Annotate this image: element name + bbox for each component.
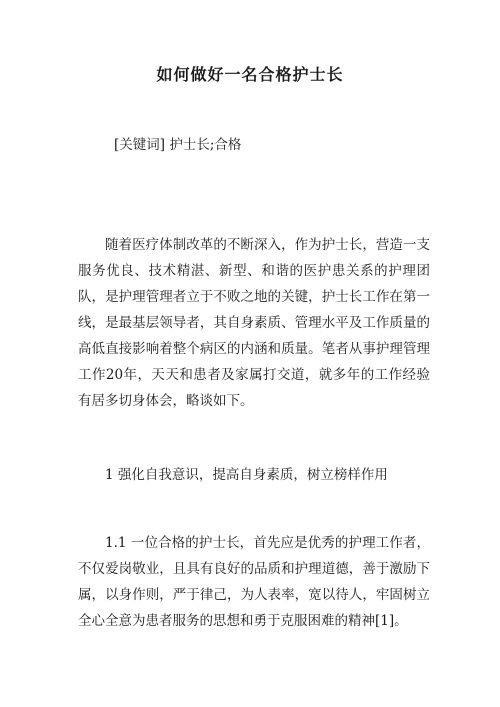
body-paragraph-1-1: 1.1 一位合格的护士长，首先应是优秀的护理工作者，不仅爱岗敬业，且具有良好的品质和护理道德，善于激励下属，以身作则，严于律己，为人表率，宽以待人，牢固树立全心全意为患者服务的思想和勇于克服困难的精神[1]。 [78, 535, 430, 629]
document-title: 如何做好一名合格护士长 [156, 65, 344, 84]
keywords-line: [关键词] 护士长;合格 [114, 137, 242, 153]
body-paragraph-intro: 随着医疗体制改革的不断深入，作为护士长，营造一支服务优良、技术精湛、新型、和谐的医护患关系的护理团队，是护理管理者立于不败之地的关键，护士长工作在第一线，是最基层领导者，其自身素质、管理水平及工作质量的高低直接影响着整个病区的内涵和质量。笔者从事护理管理工作20年，天天和患者及家属打交道，就多年的工作经验有居多切身体会，略谈如下。 [78, 237, 430, 409]
section-heading: 1 强化自我意识，提高自身素质，树立榜样作用 [105, 467, 388, 483]
